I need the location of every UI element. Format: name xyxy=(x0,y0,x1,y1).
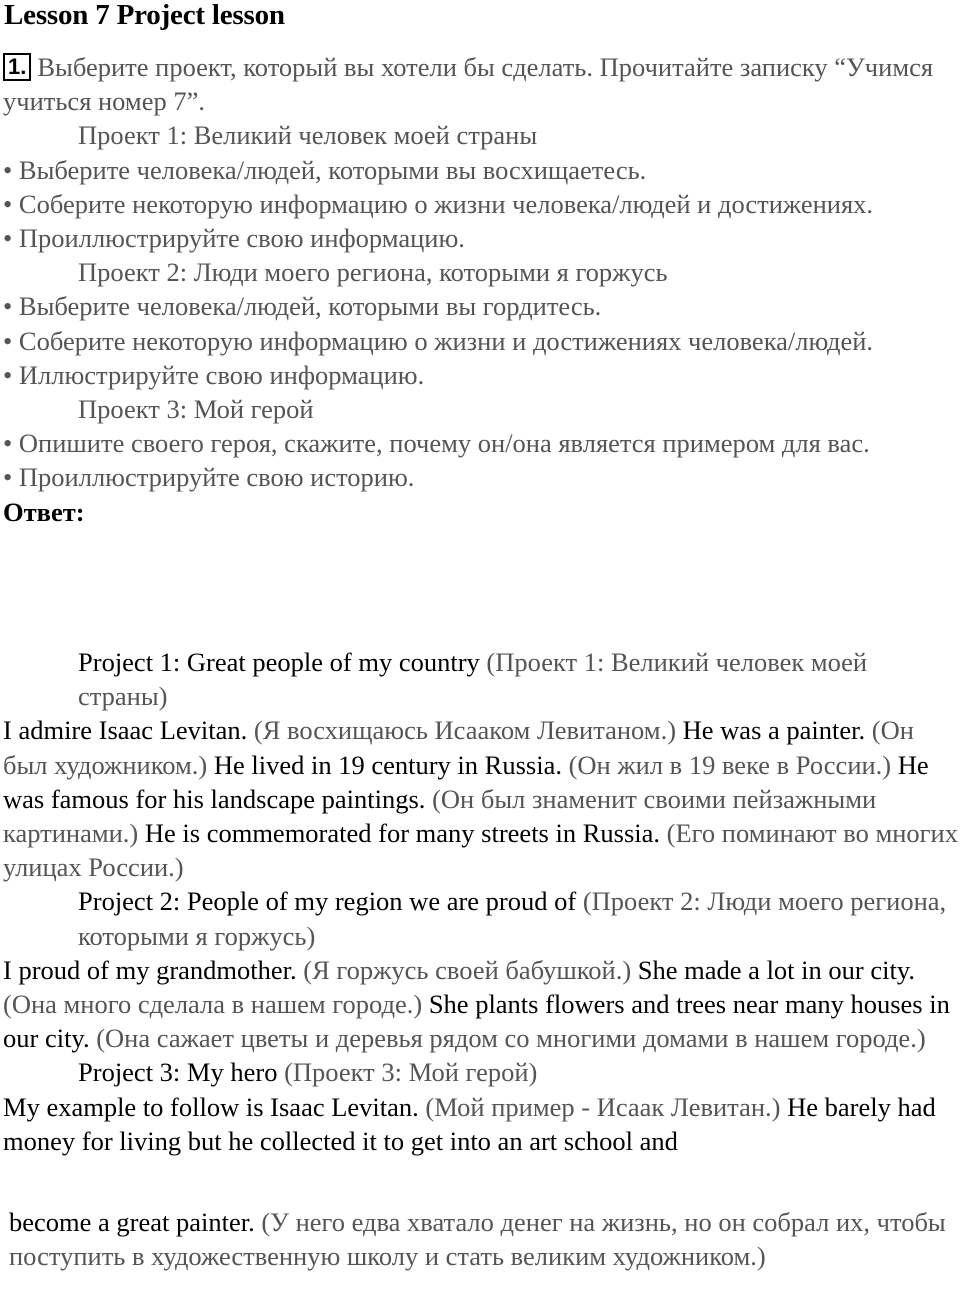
bullet-item: • Выберите человека/людей, которыми вы гордитесь. xyxy=(3,291,602,322)
project-heading: Проект 3: Мой герой xyxy=(78,394,314,425)
sentence-ru: (Я восхищаюсь Исааком Левитаном.) xyxy=(253,715,677,746)
project-heading: Проект 2: Люди моего региона, которыми я горжусь xyxy=(78,257,668,288)
answer-project-2-heading xyxy=(3,884,958,952)
page-title: Lesson 7 Project lesson xyxy=(4,0,285,31)
sentence-ru: (Он жил в 19 веке в России.) xyxy=(568,749,892,780)
sentence-en: I admire Isaac Levitan. xyxy=(3,715,248,746)
sentence-en: He was famous for his landscape paintings. xyxy=(3,749,929,814)
bullet-item: • Проиллюстрируйте свою информацию. xyxy=(3,223,465,254)
sentence-ru: (У него едва хватало денег на жизнь, но он собрал их, чтобы поступить в художественную школу и стать великим художником.) xyxy=(9,1207,946,1272)
sentence-en: He is commemorated for many streets in Russia. xyxy=(144,818,661,849)
heading-ru: (Проект 3: Мой герой) xyxy=(284,1057,538,1088)
answer-label: Ответ: xyxy=(3,496,85,527)
heading-en: Project 1: Great people of my country xyxy=(78,647,480,677)
sentence-ru: (Он был художником.) xyxy=(3,715,914,780)
answer-project-3-text-end xyxy=(9,1205,958,1273)
sentence-ru: (Я горжусь своей бабушкой.) xyxy=(303,954,632,985)
project-heading: Проект 1: Великий человек моей страны xyxy=(78,120,538,151)
task-section xyxy=(3,50,958,529)
sentence-en: become a great painter. xyxy=(9,1207,255,1237)
sentence-en: I proud of my grandmother. xyxy=(3,954,297,985)
heading-ru: (Проект 2: Люди моего региона, которыми я горжусь) xyxy=(78,886,947,951)
task-intro-text: Выберите проект, который вы хотели бы сделать. Прочитайте записку “Учимся учиться номер 7”. xyxy=(3,52,934,117)
bullet-item: • Соберите некоторую информацию о жизни и достижениях человека/людей. xyxy=(3,325,874,356)
answer-project-1-heading xyxy=(3,645,958,713)
sentence-en: She made a lot in our city. xyxy=(637,954,915,985)
answer-project-3-heading xyxy=(3,1055,958,1089)
answer-section xyxy=(3,645,958,1158)
sentence-ru: (Она сажает цветы и деревья рядом со многими домами в нашем городе.) xyxy=(96,1023,926,1054)
sentence-en: She plants flowers and trees near many houses in our city. xyxy=(3,989,950,1054)
heading-ru: (Проект 1: Великий человек моей страны) xyxy=(78,647,868,712)
sentence-en: My example to follow is Isaac Levitan. xyxy=(3,1091,419,1122)
heading-en: Project 2: People of my region we are proud of xyxy=(78,886,577,917)
answer-project-2-text xyxy=(3,953,958,1056)
sentence-ru: (Она много сделала в нашем городе.) xyxy=(3,989,423,1020)
sentence-en: He barely had money for living but he collected it to get into an art school and xyxy=(3,1091,936,1156)
answer-continuation xyxy=(9,1205,958,1273)
answer-project-3-text xyxy=(3,1090,958,1158)
sentence-ru: (Он был знаменит своими пейзажными картинами.) xyxy=(3,783,877,849)
task-intro xyxy=(3,50,958,118)
sentence-ru: (Мой пример - Исаак Левитан.) xyxy=(425,1091,781,1122)
bullet-item: • Соберите некоторую информацию о жизни человека/людей и достижениях. xyxy=(3,188,874,219)
answer-project-1-text xyxy=(3,713,958,884)
heading-en: Project 3: My hero xyxy=(78,1057,278,1088)
bullet-item: • Опишите своего героя, скажите, почему он/она является примером для вас. xyxy=(3,428,870,459)
sentence-en: He lived in 19 century in Russia. xyxy=(213,749,562,780)
bullet-item: • Выберите человека/людей, которыми вы восхищаетесь. xyxy=(3,154,647,185)
sentence-ru: (Его поминают во многих улицах России.) xyxy=(3,818,958,883)
sentence-en: He was a painter. xyxy=(682,715,866,746)
bullet-item: • Проиллюстрируйте свою историю. xyxy=(3,462,415,493)
bullet-item: • Иллюстрируйте свою информацию. xyxy=(3,359,425,390)
task-number: 1. xyxy=(3,53,31,81)
